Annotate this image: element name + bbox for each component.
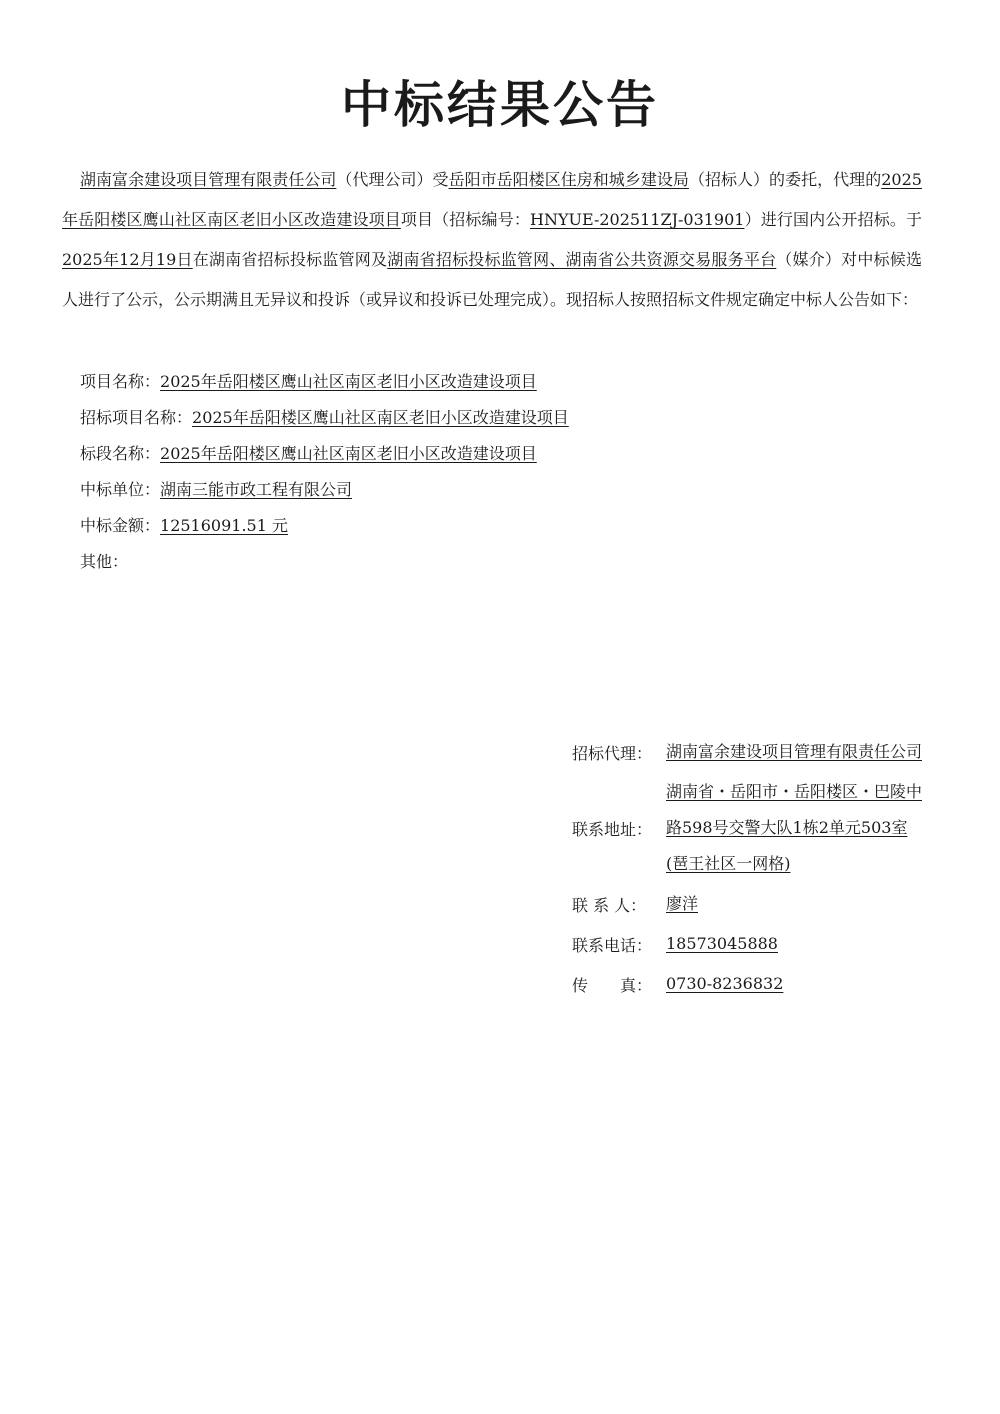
publicity-date: 2025年12月19日 — [62, 250, 193, 269]
contact-address-value: 湖南省・岳阳市・岳阳楼区・巴陵中路598号交警大队1栋2单元503室(琶王社区一网格) — [666, 782, 923, 873]
contact-label: 传 真： — [572, 975, 653, 995]
field-label: 标段名称： — [80, 444, 161, 463]
intro-text: ）进行国内公开招标。于 — [744, 210, 922, 229]
field-value: 2025年岳阳楼区鹰山社区南区老旧小区改造建设项目 — [192, 408, 569, 427]
field-label: 中标单位： — [80, 480, 161, 499]
intro-text: （代理公司）受 — [336, 170, 449, 189]
contact-block — [572, 734, 924, 1006]
intro-text: 项目（招标编号： — [400, 210, 530, 229]
field-label: 项目名称： — [80, 372, 161, 391]
contact-person-value: 廖洋 — [666, 894, 699, 913]
field-project-name — [80, 364, 569, 400]
field-bid-project — [80, 400, 569, 436]
page-title: 中标结果公告 — [341, 76, 659, 134]
contact-agent-row — [572, 734, 924, 770]
field-winner — [80, 472, 569, 508]
result-fields — [80, 364, 569, 580]
intro-paragraph — [62, 160, 922, 320]
media-name: 湖南省招标投标监管网、湖南省公共资源交易服务平台 — [387, 250, 777, 269]
contact-fax-value: 0730-8236832 — [666, 974, 784, 993]
contact-label: 联系电话： — [572, 935, 653, 955]
contact-phone-value: 18573045888 — [666, 934, 778, 953]
field-label: 中标金额： — [80, 516, 161, 535]
contact-label: 联 系 人： — [572, 895, 647, 915]
intro-text: （招标人）的委托，代理的 — [688, 170, 882, 189]
field-other — [80, 544, 569, 580]
contact-label: 招标代理： — [572, 743, 653, 763]
tender-code: HNYUE-202511ZJ-031901 — [529, 210, 745, 229]
field-section — [80, 436, 569, 472]
field-label: 招标项目名称： — [80, 408, 193, 427]
tenderer-name: 岳阳市岳阳楼区住房和城乡建设局 — [448, 170, 689, 189]
project-name: 2025年岳阳楼区鹰山社区南区老旧小区改造建设项目 — [62, 170, 922, 229]
field-label: 其他： — [80, 552, 129, 571]
contact-person-row — [572, 886, 924, 922]
intro-text: 在湖南省招标投标监管网及 — [192, 250, 388, 269]
agent-name: 湖南富余建设项目管理有限责任公司 — [80, 170, 337, 189]
field-value: 2025年岳阳楼区鹰山社区南区老旧小区改造建设项目 — [160, 444, 537, 463]
field-value: 湖南三能市政工程有限公司 — [160, 480, 353, 499]
contact-label: 联系地址： — [572, 819, 653, 839]
contact-address-row — [572, 774, 924, 882]
contact-agent-value: 湖南富余建设项目管理有限责任公司 — [666, 742, 923, 761]
contact-fax-row — [572, 966, 924, 1002]
field-value: 2025年岳阳楼区鹰山社区南区老旧小区改造建设项目 — [160, 372, 537, 391]
intro-text: （媒介）对中标候选人进行了公示，公示期满且无异议和投诉（或异议和投诉已处理完成）。现招标人按照招标文件规定确定中标人公告如下： — [62, 250, 922, 309]
contact-phone-row — [572, 926, 924, 962]
field-amount — [80, 508, 569, 544]
field-value: 12516091.51 元 — [160, 516, 288, 535]
